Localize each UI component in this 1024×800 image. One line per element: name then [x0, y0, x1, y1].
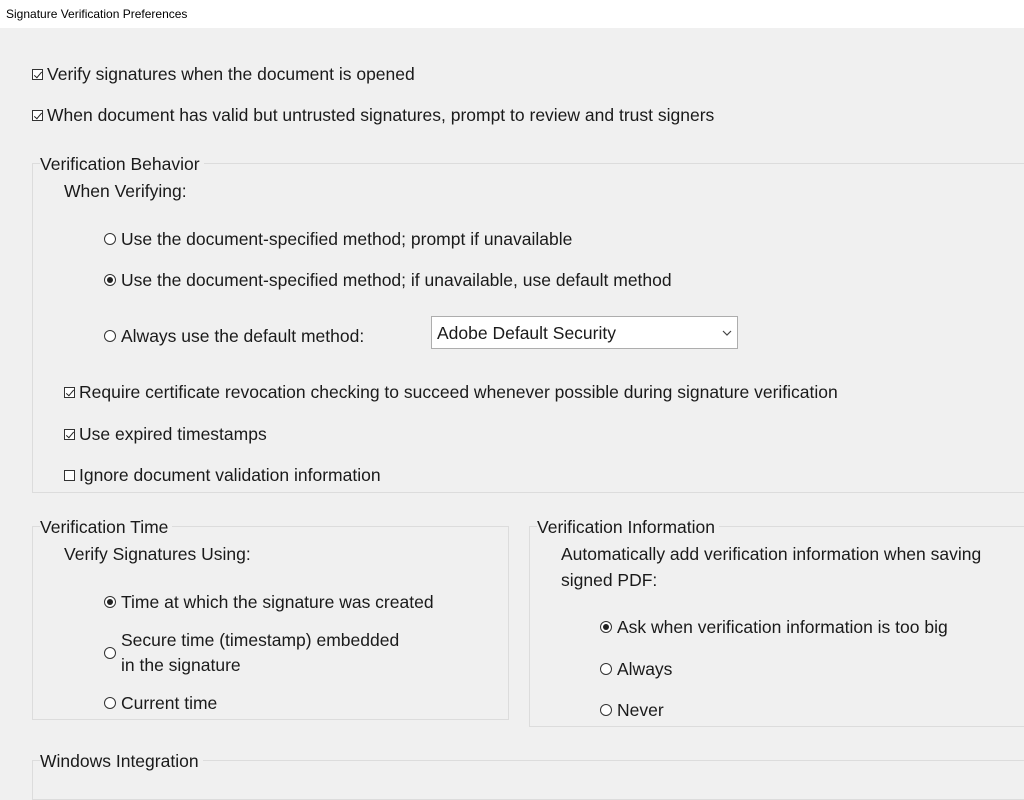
never-radio[interactable] [600, 699, 664, 721]
method-always-default-label: Always use the default method: [121, 326, 365, 346]
radio-unselected-icon [600, 663, 612, 675]
expired-timestamps-label: Use expired timestamps [79, 424, 267, 444]
checkbox-checked-icon [32, 69, 43, 80]
verify-signatures-using-label: Verify Signatures Using: [64, 544, 251, 564]
method-doc-prompt-radio[interactable] [104, 228, 572, 250]
title-bar [0, 0, 1024, 28]
time-created-label: Time at which the signature was created [121, 592, 434, 612]
auto-add-info-description-line1: Automatically add verification information when saving [561, 544, 982, 564]
expired-timestamps-checkbox[interactable] [64, 423, 267, 445]
verification-information-legend: Verification Information [537, 516, 719, 538]
method-doc-default-label: Use the document-specified method; if unavailable, use default method [121, 270, 672, 290]
radio-unselected-icon [104, 330, 116, 342]
prompt-untrusted-label: When document has valid but untrusted signatures, prompt to review and trust signers [47, 105, 715, 125]
secure-time-radio[interactable] [104, 628, 399, 678]
radio-unselected-icon [600, 704, 612, 716]
checkbox-checked-icon [64, 387, 75, 398]
always-label: Always [617, 659, 673, 679]
verify-on-open-checkbox[interactable] [32, 63, 415, 85]
secure-time-label-line1: Secure time (timestamp) embedded [121, 630, 400, 650]
auto-add-info-description-line2: signed PDF: [561, 570, 658, 590]
always-radio[interactable] [600, 658, 672, 680]
time-created-radio[interactable] [104, 591, 434, 613]
verification-behavior-legend: Verification Behavior [40, 153, 204, 175]
current-time-label: Current time [121, 693, 218, 713]
method-doc-default-radio[interactable] [104, 269, 672, 291]
default-method-dropdown[interactable] [431, 316, 738, 349]
radio-selected-icon [104, 274, 116, 286]
windows-integration-legend: Windows Integration [40, 750, 203, 772]
checkbox-checked-icon [32, 110, 43, 121]
verification-time-legend: Verification Time [40, 516, 172, 538]
prompt-untrusted-checkbox[interactable] [32, 104, 714, 126]
ignore-validation-checkbox[interactable] [64, 464, 381, 486]
chevron-down-icon [717, 317, 737, 348]
secure-time-label-line2: in the signature [121, 655, 241, 675]
ask-too-big-radio[interactable] [600, 616, 948, 638]
secure-time-label [121, 628, 399, 678]
ignore-validation-label: Ignore document validation information [79, 465, 381, 485]
revocation-checkbox[interactable] [64, 381, 838, 403]
checkbox-checked-icon [64, 429, 75, 440]
never-label: Never [617, 700, 664, 720]
ask-too-big-label: Ask when verification information is too big [617, 617, 948, 637]
radio-unselected-icon [104, 647, 116, 659]
revocation-label: Require certificate revocation checking to succeed whenever possible during signature verification [79, 382, 838, 402]
radio-unselected-icon [104, 697, 116, 709]
window-title: Signature Verification Preferences [6, 7, 188, 21]
default-method-value: Adobe Default Security [437, 323, 616, 343]
verify-on-open-label: Verify signatures when the document is opened [47, 64, 415, 84]
when-verifying-label: When Verifying: [64, 181, 187, 201]
method-always-default-radio[interactable] [104, 325, 364, 347]
checkbox-unchecked-icon [64, 470, 75, 481]
method-doc-prompt-label: Use the document-specified method; prompt if unavailable [121, 229, 573, 249]
radio-selected-icon [104, 596, 116, 608]
current-time-radio[interactable] [104, 692, 217, 714]
radio-selected-icon [600, 621, 612, 633]
radio-unselected-icon [104, 233, 116, 245]
